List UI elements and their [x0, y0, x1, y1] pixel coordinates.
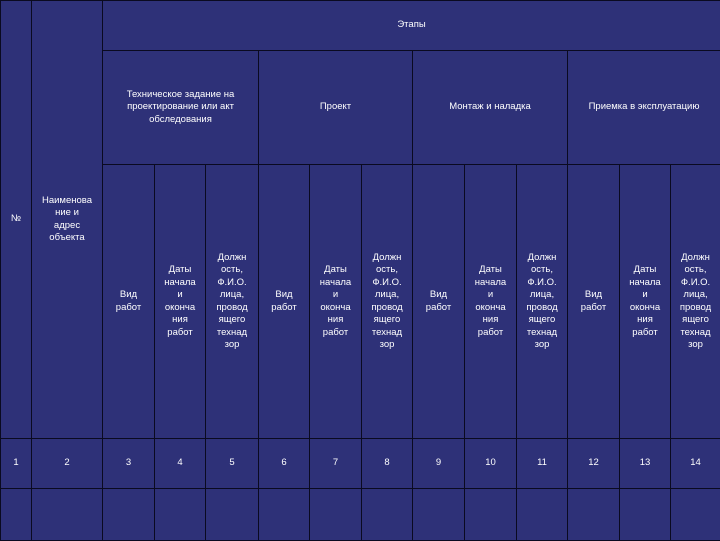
sub-header-work-type: Вид работ: [103, 165, 155, 439]
sub-header-dates: Даты начала и оконча ния работ: [310, 165, 362, 439]
column-number-cell: 12: [568, 439, 620, 489]
column-number-cell: 13: [620, 439, 671, 489]
empty-data-cell: [32, 489, 103, 541]
sub-header-responsible: Должн ость, Ф.И.О. лица, провод ящего технад зор: [206, 165, 259, 439]
empty-data-cell: [259, 489, 310, 541]
stages-header-cell: Этапы: [103, 1, 720, 51]
empty-data-cell: [671, 489, 720, 541]
column-number-cell: 6: [259, 439, 310, 489]
stage-acceptance: Приемка в эксплуатацию: [568, 51, 720, 165]
sub-header-dates: Даты начала и оконча ния работ: [155, 165, 206, 439]
sub-header-work-type: Вид работ: [568, 165, 620, 439]
column-number-cell: 1: [1, 439, 32, 489]
sub-header-dates: Даты начала и оконча ния работ: [620, 165, 671, 439]
stage-installation: Монтаж и наладка: [413, 51, 568, 165]
column-number-cell: 14: [671, 439, 720, 489]
empty-data-cell: [568, 489, 620, 541]
sub-header-dates: Даты начала и оконча ния работ: [465, 165, 517, 439]
column-number-cell: 9: [413, 439, 465, 489]
empty-data-cell: [465, 489, 517, 541]
sub-header-work-type: Вид работ: [259, 165, 310, 439]
number-header-cell: №: [1, 1, 32, 439]
sub-header-responsible: Должн ость, Ф.И.О. лица, провод ящего технад зор: [671, 165, 720, 439]
column-number-cell: 8: [362, 439, 413, 489]
stage-project: Проект: [259, 51, 413, 165]
empty-data-cell: [206, 489, 259, 541]
column-number-cell: 2: [32, 439, 103, 489]
column-number-cell: 4: [155, 439, 206, 489]
column-number-cell: 11: [517, 439, 568, 489]
column-number-cell: 5: [206, 439, 259, 489]
empty-data-cell: [155, 489, 206, 541]
empty-data-cell: [620, 489, 671, 541]
object-header-cell: Наименова ние и адрес объекта: [32, 1, 103, 439]
empty-data-cell: [310, 489, 362, 541]
column-number-cell: 3: [103, 439, 155, 489]
column-number-cell: 10: [465, 439, 517, 489]
sub-header-responsible: Должн ость, Ф.И.О. лица, провод ящего технад зор: [517, 165, 568, 439]
sub-header-work-type: Вид работ: [413, 165, 465, 439]
sub-header-responsible: Должн ость, Ф.И.О. лица, провод ящего технад зор: [362, 165, 413, 439]
column-number-cell: 7: [310, 439, 362, 489]
empty-data-cell: [413, 489, 465, 541]
empty-data-cell: [103, 489, 155, 541]
stage-technical-task: Техническое задание на проектирование или акт обследования: [103, 51, 259, 165]
empty-data-cell: [517, 489, 568, 541]
empty-data-cell: [362, 489, 413, 541]
empty-data-cell: [1, 489, 32, 541]
